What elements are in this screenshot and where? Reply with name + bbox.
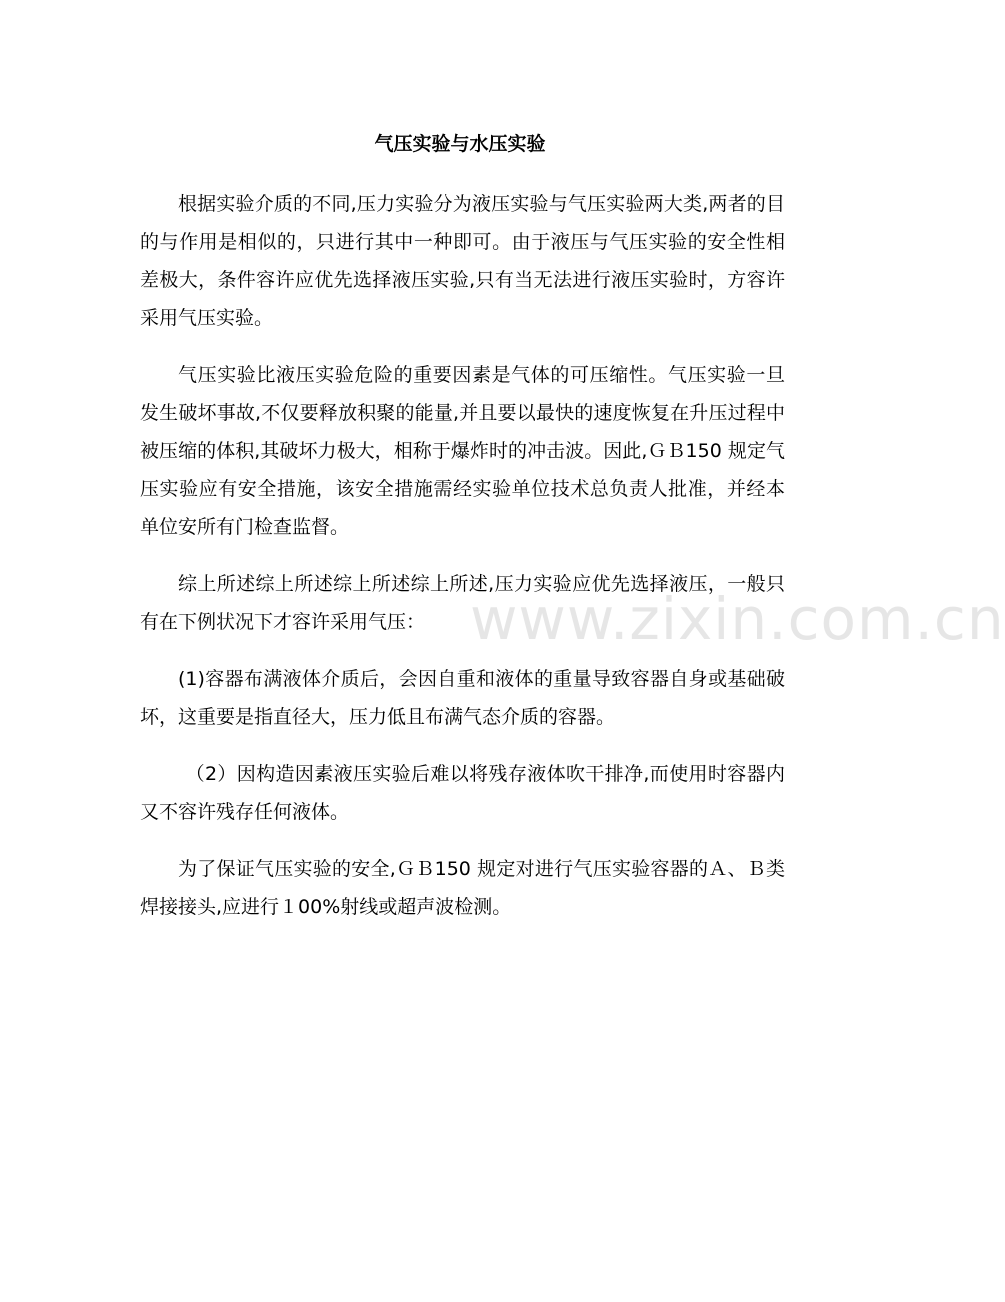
paragraph-intro: 根据实验介质的不同,压力实验分为液压实验与气压实验两大类,两者的目的与作用是相似的，只进行其中一种即可。由于液压与气压实验的安全性相差极大，条件容许应优先选择液压实验,只有当无法进行液压实验时，方容许采用气压实验。 bbox=[140, 193, 785, 329]
document-title: 气压实验与水压实验 bbox=[374, 133, 546, 155]
paragraph-item-1: (1)容器布满液体介质后，会因自重和液体的重量导致容器自身或基础破坏，这重要是指直径大，压力低且布满气态介质的容器。 bbox=[140, 668, 785, 728]
paragraph-item-2: （2）因构造因素液压实验后难以将残存液体吹干排净,而使用时容器内又不容许残存任何液体。 bbox=[140, 763, 785, 823]
paragraph-summary: 综上所述综上所述综上所述综上所述,压力实验应优先选择液压，一般只有在下例状况下才容许采用气压： bbox=[140, 573, 785, 633]
watermark: www.zixin.com.cn bbox=[470, 585, 1005, 653]
document-body bbox=[140, 185, 785, 926]
paragraph-gas-danger: 气压实验比液压实验危险的重要因素是气体的可压缩性。气压实验一旦发生破坏事故,不仅要释放积聚的能量,并且要以最快的速度恢复在升压过程中被压缩的体积,其破坏力极大，相称于爆炸时的冲击波。因此,ＧＢ150 规定气压实验应有安全措施，该安全措施需经实验单位技术总负责人批准，并经本单位安所有门检查监督。 bbox=[140, 364, 785, 538]
paragraph-inspection: 为了保证气压实验的安全,ＧＢ150 规定对进行气压实验容器的Ａ、Ｂ类焊接接头,应进行１00%射线或超声波检测。 bbox=[140, 858, 785, 918]
